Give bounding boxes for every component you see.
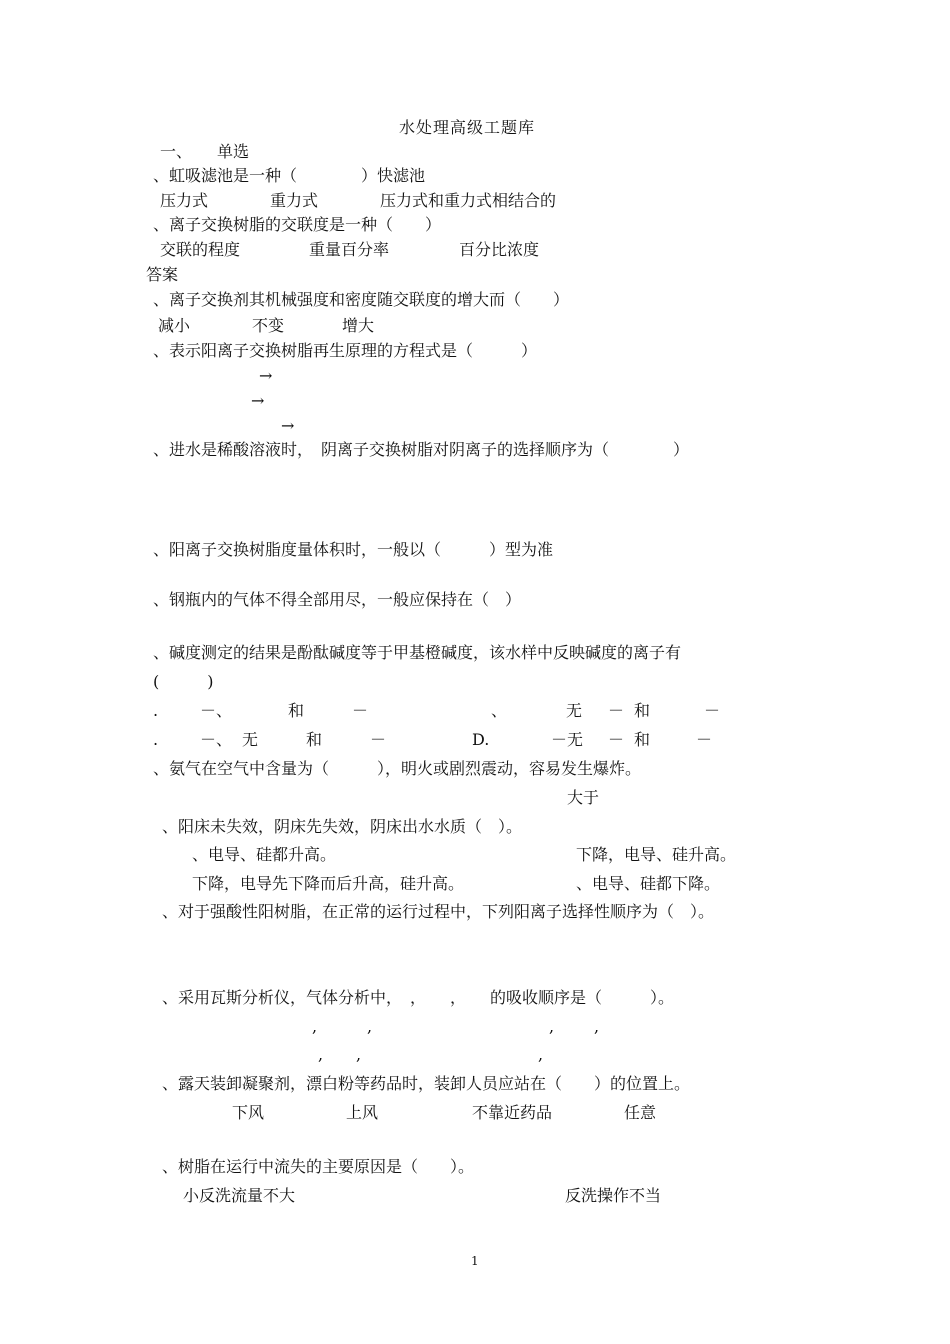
question-3-option-b: 不变 (252, 316, 285, 335)
question-4-arrow-a: → (259, 366, 273, 385)
question-3-option-a: 减小 (158, 316, 191, 335)
question-9-note: 大于 (567, 788, 600, 807)
question-1-stem: 、虹吸滤池是一种（ ）快滤池 (153, 166, 426, 185)
question-9-stem: 、氨气在空气中含量为（ ），明火或剧烈震动，容易发生爆炸。 (153, 759, 642, 778)
question-8-option-a-marker: . (153, 701, 159, 720)
question-2-option-a: 交联的程度 (160, 240, 241, 259)
question-10-option-d: 、电导、硅都下降。 (576, 874, 721, 893)
question-5-stem: 、进水是稀酸溶液时， 阴离子交换树脂对阴离子的选择顺序为（ ） (153, 440, 690, 459)
question-3-stem: 、离子交换剂其机械强度和密度随交联度的增大而（ ） (153, 290, 570, 309)
question-13-option-d: 任意 (624, 1103, 657, 1122)
question-4-stem: 、表示阳离子交换树脂再生原理的方程式是（ ） (153, 341, 538, 360)
question-12-comma: , (318, 1045, 324, 1064)
question-8-option-d-part: －无 (551, 730, 584, 749)
question-8-option-b-part: 和 (634, 701, 651, 720)
page-number: 1 (471, 1254, 479, 1268)
question-8-option-c-part: 和 (306, 730, 323, 749)
question-1-option-b: 重力式 (270, 191, 319, 210)
question-10-option-b: 下降，电导、硅升高。 (576, 845, 737, 864)
question-2-stem: 、离子交换树脂的交联度是一种（ ） (153, 215, 442, 234)
question-12-comma: , (549, 1017, 555, 1036)
question-11-stem: 、对于强酸性阳树脂，在正常的运行过程中，下列阳离子选择性顺序为（ ）。 (162, 902, 715, 921)
question-8-option-d-part: 和 (634, 730, 651, 749)
question-10-option-c: 下降，电导先下降而后升高，硅升高。 (192, 874, 465, 893)
question-1-option-c: 压力式和重力式相结合的 (380, 191, 557, 210)
question-8-option-b-part: － (608, 701, 625, 720)
question-14-option-a: 小反洗流量不大 (183, 1186, 296, 1205)
question-4-arrow-c: → (281, 416, 295, 435)
question-13-option-b: 上风 (346, 1103, 379, 1122)
question-8-option-c-part: －、 (200, 730, 233, 749)
question-8-option-a-part: －、 (200, 701, 233, 720)
question-12-comma: , (594, 1017, 600, 1036)
question-8-paren: ( ) (153, 672, 214, 691)
question-12-comma: , (356, 1045, 362, 1064)
question-8-option-d-part: － (608, 730, 625, 749)
question-8-option-d-part: － (696, 730, 713, 749)
question-14-stem: 、树脂在运行中流失的主要原因是（ ）。 (162, 1157, 475, 1176)
question-8-option-d-marker: D. (472, 730, 490, 749)
question-12-comma: , (538, 1045, 544, 1064)
question-13-option-c: 不靠近药品 (472, 1103, 553, 1122)
question-8-option-c-part: 无 (242, 730, 259, 749)
question-14-option-b: 反洗操作不当 (565, 1186, 662, 1205)
question-2-answer-label: 答案 (146, 265, 179, 284)
question-12-comma: , (367, 1017, 373, 1036)
question-4-arrow-b: → (251, 391, 265, 410)
question-2-option-c: 百分比浓度 (459, 240, 540, 259)
question-12-stem: 、采用瓦斯分析仪，气体分析中， ， ， 的吸收顺序是（ ）。 (162, 988, 675, 1007)
question-8-option-c-marker: . (153, 730, 159, 749)
question-8-option-b-part: － (704, 701, 721, 720)
page-title: 水处理高级工题库 (399, 118, 536, 137)
question-3-option-c: 增大 (342, 316, 375, 335)
question-1-option-a: 压力式 (160, 191, 209, 210)
question-8-option-b-part: 无 (566, 701, 583, 720)
question-7-stem: 、钢瓶内的气体不得全部用尽，一般应保持在（ ） (153, 590, 522, 609)
question-8-stem: 、碱度测定的结果是酚酞碱度等于甲基橙碱度，该水样中反映碱度的离子有 (153, 643, 682, 662)
question-13-option-a: 下风 (232, 1103, 265, 1122)
question-8-option-b-part: 、 (491, 701, 508, 720)
question-10-stem: 、阳床未失效，阴床先失效，阴床出水水质（ ）。 (162, 817, 523, 836)
question-8-option-c-part: － (370, 730, 387, 749)
section-name: 单选 (217, 142, 250, 161)
question-13-stem: 、露天装卸凝聚剂，漂白粉等药品时，装卸人员应站在（ ）的位置上。 (162, 1074, 691, 1093)
question-6-stem: 、阳离子交换树脂度量体积时，一般以（ ）型为准 (153, 540, 554, 559)
question-8-option-a-part: 和 (288, 701, 305, 720)
section-number: 一、 (160, 142, 193, 161)
question-2-option-b: 重量百分率 (309, 240, 390, 259)
question-8-option-a-part: － (352, 701, 369, 720)
question-12-comma: , (312, 1017, 318, 1036)
question-10-option-a: 、电导、硅都升高。 (192, 845, 337, 864)
